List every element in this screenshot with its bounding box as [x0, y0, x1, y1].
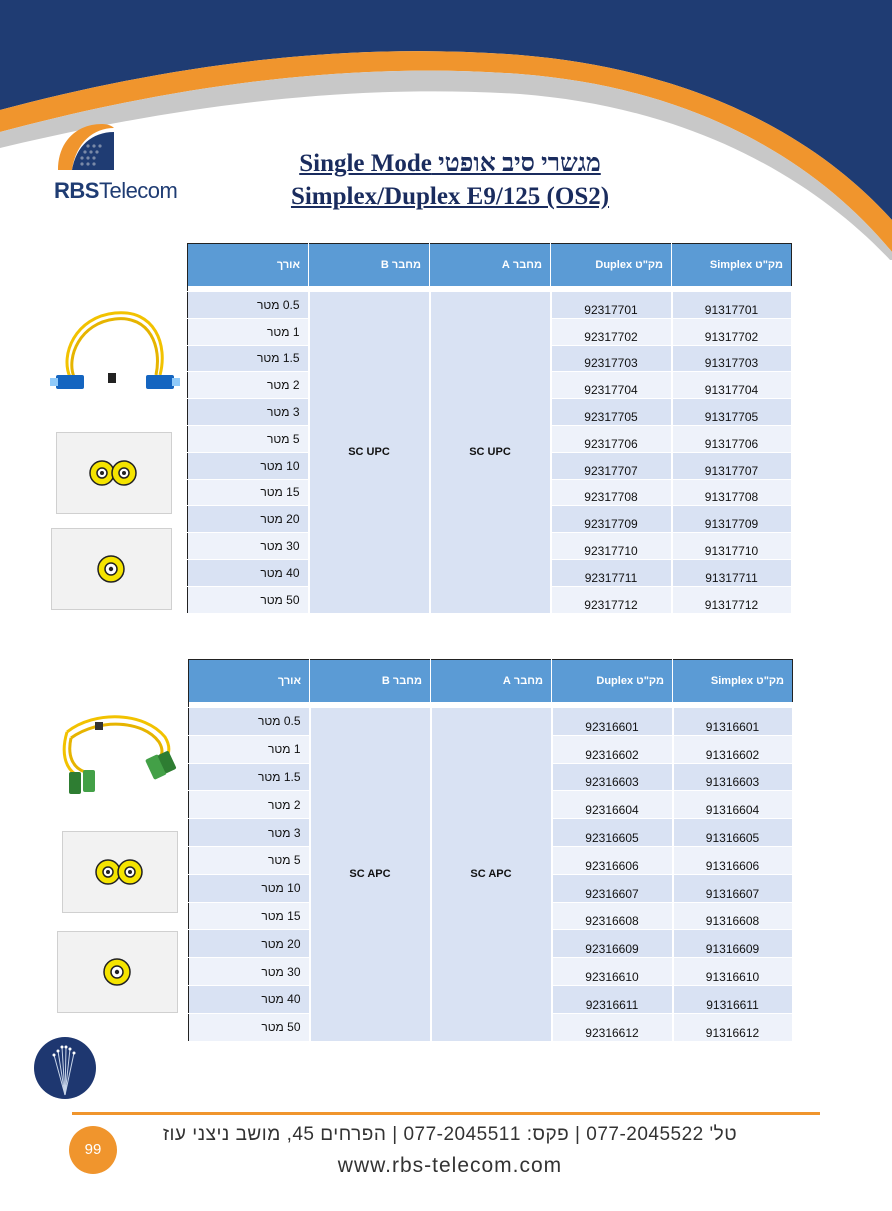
simplex-sku-cell: 91317708: [672, 479, 792, 506]
length-cell: 0.5 מטר: [189, 708, 310, 736]
connector-a-cell: SC UPC: [430, 292, 551, 614]
col-connector-a: מחבר A: [431, 660, 552, 703]
length-cell: 50 מטר: [188, 586, 309, 613]
table-row: [189, 708, 793, 736]
simplex-fiber-cross-section-image: [51, 528, 172, 610]
footer-divider: [72, 1112, 820, 1115]
duplex-sku-cell: 92317705: [551, 399, 672, 426]
col-connector-b: מחבר B: [310, 660, 431, 703]
simplex-sku-cell: 91316610: [673, 958, 793, 986]
simplex-sku-cell: 91317711: [672, 559, 792, 586]
length-cell: 40 מטר: [189, 985, 310, 1013]
duplex-sku-cell: 92317709: [551, 506, 672, 533]
simplex-sku-cell: 91317707: [672, 452, 792, 479]
sc-apc-table: [188, 659, 794, 1042]
length-cell: 20 מטר: [188, 506, 309, 533]
duplex-sku-cell: 92316605: [552, 819, 673, 847]
duplex-sku-cell: 92316602: [552, 735, 673, 763]
length-cell: 30 מטר: [189, 958, 310, 986]
website-link[interactable]: www.rbs-telecom.com: [337, 1154, 563, 1177]
length-cell: 5 מטר: [188, 425, 309, 452]
length-cell: 1.5 מטר: [189, 763, 310, 791]
simplex-sku-cell: 91316602: [673, 735, 793, 763]
title-line-1: מגשרי סיב אופטי Single Mode: [299, 150, 601, 177]
col-length: אורך: [189, 660, 310, 703]
simplex-sku-cell: 91317703: [672, 345, 792, 372]
duplex-sku-cell: 92317701: [551, 292, 672, 319]
duplex-sku-cell: 92317712: [551, 586, 672, 613]
length-cell: 1 מטר: [188, 318, 309, 345]
duplex-sku-cell: 92316610: [552, 958, 673, 986]
col-duplex-sku: מק"ט Duplex: [552, 660, 673, 703]
fiber-badge-icon: [34, 1037, 96, 1099]
duplex-sku-cell: 92317711: [551, 559, 672, 586]
simplex-sku-cell: 91317710: [672, 533, 792, 560]
length-cell: 15 מטר: [188, 479, 309, 506]
duplex-sku-cell: 92317703: [551, 345, 672, 372]
duplex-sku-cell: 92317704: [551, 372, 672, 399]
length-cell: 20 מטר: [189, 930, 310, 958]
length-cell: 1.5 מטר: [188, 345, 309, 372]
simplex-sku-cell: 91317709: [672, 506, 792, 533]
length-cell: 10 מטר: [188, 452, 309, 479]
length-cell: 10 מטר: [189, 874, 310, 902]
duplex-sku-cell: 92316604: [552, 791, 673, 819]
simplex-sku-cell: 91317712: [672, 586, 792, 613]
length-cell: 40 מטר: [188, 559, 309, 586]
duplex-fiber-icon: [63, 832, 177, 912]
duplex-sku-cell: 92317702: [551, 318, 672, 345]
upc-duplex-cable-image: [50, 305, 180, 397]
duplex-sku-cell: 92316601: [552, 708, 673, 736]
simplex-sku-cell: 91316607: [673, 874, 793, 902]
simplex-sku-cell: 91317702: [672, 318, 792, 345]
col-simplex-sku: מק"ט Simplex: [672, 244, 792, 287]
duplex-sku-cell: 92316603: [552, 763, 673, 791]
duplex-sku-cell: 92316606: [552, 846, 673, 874]
simplex-sku-cell: 91316605: [673, 819, 793, 847]
simplex-sku-cell: 91316608: [673, 902, 793, 930]
simplex-sku-cell: 91316606: [673, 846, 793, 874]
col-connector-b: מחבר B: [309, 244, 430, 287]
connector-b-cell: SC APC: [310, 708, 431, 1042]
length-cell: 5 מטר: [189, 846, 310, 874]
length-cell: 15 מטר: [189, 902, 310, 930]
col-duplex-sku: מק"ט Duplex: [551, 244, 672, 287]
connector-b-cell: SC UPC: [309, 292, 430, 614]
connector-a-cell: SC APC: [431, 708, 552, 1042]
sc-upc-table: [187, 243, 793, 614]
col-simplex-sku: מק"ט Simplex: [673, 660, 793, 703]
logo-wordmark: RBSTelecom: [54, 178, 178, 203]
simplex-sku-cell: 91316603: [673, 763, 793, 791]
duplex-sku-cell: 92316608: [552, 902, 673, 930]
duplex-sku-cell: 92316607: [552, 874, 673, 902]
duplex-sku-cell: 92317707: [551, 452, 672, 479]
duplex-sku-cell: 92317708: [551, 479, 672, 506]
page-number: 99: [69, 1126, 117, 1174]
simplex-fiber-icon: [58, 932, 177, 1012]
logo-globe-icon: [54, 120, 116, 176]
simplex-fiber-cross-section-image: [57, 931, 178, 1013]
duplex-sku-cell: 92317706: [551, 425, 672, 452]
col-connector-a: מחבר A: [430, 244, 551, 287]
simplex-fiber-icon: [52, 529, 171, 609]
duplex-fiber-cross-section-image: [62, 831, 178, 913]
simplex-sku-cell: 91316609: [673, 930, 793, 958]
title-line-2: Simplex/Duplex E9/125 (OS2): [290, 183, 610, 210]
col-length: אורך: [188, 244, 309, 287]
duplex-fiber-icon: [57, 433, 171, 513]
rbs-logo: [54, 120, 184, 205]
page-title: [230, 148, 670, 214]
simplex-sku-cell: 91317705: [672, 399, 792, 426]
simplex-sku-cell: 91316604: [673, 791, 793, 819]
simplex-sku-cell: 91316601: [673, 708, 793, 736]
simplex-sku-cell: 91316612: [673, 1013, 793, 1041]
duplex-sku-cell: 92316612: [552, 1013, 673, 1041]
duplex-sku-cell: 92316611: [552, 985, 673, 1013]
simplex-sku-cell: 91316611: [673, 985, 793, 1013]
length-cell: 50 מטר: [189, 1013, 310, 1041]
table-row: [188, 292, 792, 319]
apc-duplex-cable-image: [55, 712, 180, 802]
simplex-sku-cell: 91317701: [672, 292, 792, 319]
simplex-sku-cell: 91317704: [672, 372, 792, 399]
length-cell: 3 מטר: [188, 399, 309, 426]
length-cell: 2 מטר: [189, 791, 310, 819]
duplex-sku-cell: 92316609: [552, 930, 673, 958]
length-cell: 3 מטר: [189, 819, 310, 847]
length-cell: 30 מטר: [188, 533, 309, 560]
length-cell: 0.5 מטר: [188, 292, 309, 319]
length-cell: 1 מטר: [189, 735, 310, 763]
duplex-sku-cell: 92317710: [551, 533, 672, 560]
simplex-sku-cell: 91317706: [672, 425, 792, 452]
contact-info: טל' 077-2045522 | פקס: 077-2045511 | הפרחים 45, מושב ניצני עוז: [162, 1124, 738, 1145]
length-cell: 2 מטר: [188, 372, 309, 399]
duplex-fiber-cross-section-image: [56, 432, 172, 514]
